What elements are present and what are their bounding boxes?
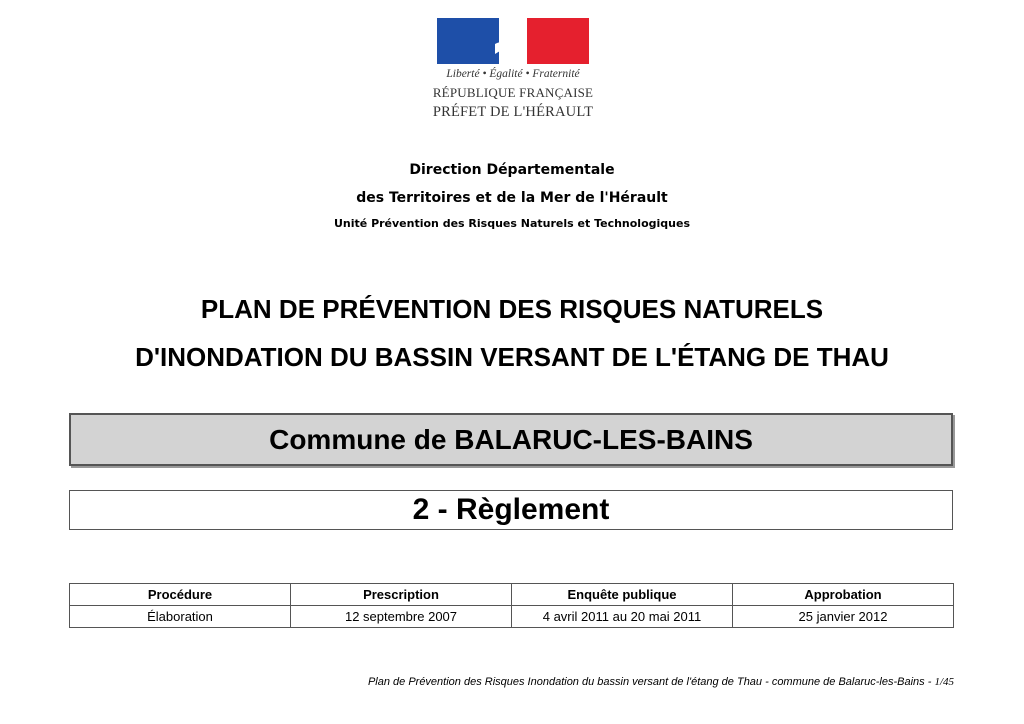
republic-motto: Liberté • Égalité • Fraternité <box>446 68 580 80</box>
cell-procedure: Élaboration <box>70 606 291 628</box>
republic-name: RÉPUBLIQUE FRANÇAISE <box>432 85 594 100</box>
cell-enquete-publique: 4 avril 2011 au 20 mai 2011 <box>512 606 733 628</box>
commune-name: Commune de BALARUC-LES-BAINS <box>269 423 753 455</box>
section-banner <box>69 490 953 530</box>
tricolor-flag-icon <box>437 18 589 64</box>
table-row <box>70 606 954 628</box>
table-header-row <box>70 584 954 606</box>
direction-unit: Unité Prévention des Risques Naturels et Technologiques <box>333 217 690 230</box>
cell-prescription: 12 septembre 2007 <box>291 606 512 628</box>
cell-approbation: 25 janvier 2012 <box>733 606 954 628</box>
direction-line-2: des Territoires et de la Mer de l'Hérault <box>356 190 668 206</box>
plan-title-line-2: D'INONDATION DU BASSIN VERSANT DE L'ÉTANG DE THAU <box>135 342 889 372</box>
page-footer <box>368 676 954 688</box>
commune-banner <box>69 413 953 466</box>
header-approbation: Approbation <box>733 584 954 606</box>
marianne-logo <box>418 18 608 126</box>
section-title: 2 - Règlement <box>412 493 610 526</box>
footer-text: Plan de Prévention des Risques Inondation du bassin versant de l'étang de Thau - commune de Balaruc-les-Bains - <box>367 676 935 688</box>
header-enquete-publique: Enquête publique <box>512 584 733 606</box>
plan-title-line-1: PLAN DE PRÉVENTION DES RISQUES NATURELS <box>200 294 824 324</box>
prefecture-name: PRÉFET DE L'HÉRAULT <box>432 104 594 120</box>
header-procedure: Procédure <box>70 584 291 606</box>
procedure-table <box>69 583 954 628</box>
header-prescription: Prescription <box>291 584 512 606</box>
page-number: 1/45 <box>934 676 954 688</box>
direction-line-1: Direction Départementale <box>409 162 615 178</box>
